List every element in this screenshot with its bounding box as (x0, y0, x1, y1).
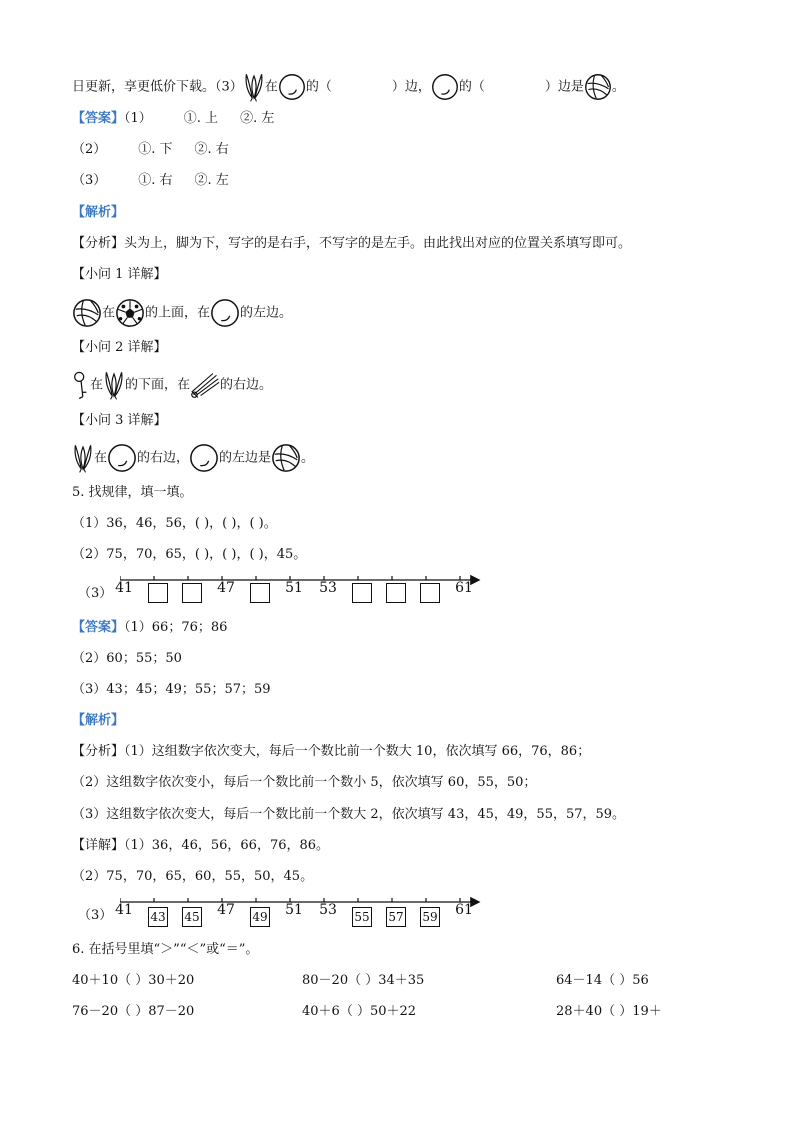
text-zai: 在 (264, 79, 278, 95)
fenxi-text: 【分析】头为上，脚为下，写字的是右手，不写字的是左手。由此找出对应的位置关系填写即可。 (72, 236, 632, 251)
face-circle-icon (189, 443, 219, 473)
answer-b: ②. 左 (194, 173, 229, 188)
text-zai: 在 (94, 450, 108, 466)
tick-label-51: 51 (285, 580, 303, 596)
text-period: 。 (301, 450, 315, 466)
football-icon (115, 298, 145, 328)
intro-line (72, 72, 625, 102)
q5-detail-1: 【详解】（1）36，46，56，66，76，86。 (72, 838, 330, 853)
tick-label-53: 53 (319, 902, 337, 918)
leaf-icon (103, 370, 125, 400)
tick-label-53: 53 (319, 580, 337, 596)
face-circle-icon (107, 443, 137, 473)
leaf-icon (243, 72, 265, 102)
q1-title: 【小问 1 详解】 (72, 267, 167, 282)
q5-detail-2: （2）75，70，65，60，55，50，45。 (72, 869, 314, 884)
q5-line-2: （2）75，70，65，( )，( )，( )，45。 (72, 547, 307, 562)
q5-a1: （1）66；76；86 (124, 620, 228, 635)
face-circle-icon (210, 298, 240, 328)
leaf-icon (72, 443, 94, 473)
text-close: ）边是 (544, 79, 584, 95)
answer-b: ②. 左 (240, 111, 275, 126)
intro-text: 日更新，享更低价下载。 (72, 79, 216, 95)
q6-title: 6. 在括号里填“＞”“＜”或“＝”。 (72, 942, 259, 957)
answer-label: （2） (72, 142, 107, 157)
q5-fenxi-1: 【分析】（1）这组数字依次变大，每后一个数比前一个数大 10，依次填写 66，76，86； (72, 744, 591, 759)
filled-box: 59 (420, 907, 440, 927)
answer-row-3 (72, 171, 229, 191)
face-circle-icon (431, 73, 459, 101)
filled-box: 45 (182, 907, 202, 927)
tick-label-41: 41 (115, 580, 133, 596)
jiexi-tag: 【解析】 (72, 205, 125, 220)
q2-line (72, 370, 272, 400)
q5-3-label: （3） (78, 908, 113, 923)
filled-box: 57 (386, 907, 406, 927)
answer-b: ②. 右 (194, 142, 229, 157)
filled-box: 55 (352, 907, 372, 927)
answer-box[interactable] (182, 583, 202, 603)
text-end: 的右边。 (220, 377, 273, 393)
compare-item: 40＋6（ ）50＋22 (302, 1004, 417, 1019)
q5-line-1: （1）36，46，56，( )，( )，( )。 (72, 516, 277, 531)
q2-title: 【小问 2 详解】 (72, 340, 167, 355)
answer-label: （1） (124, 111, 152, 126)
q5-answer-2: （2）60；55；50 (72, 651, 182, 666)
q5-answer-1 (72, 618, 227, 638)
volleyball-icon (584, 73, 612, 101)
shuttlecock-icon (190, 371, 220, 399)
q5-fenxi-2: （2）这组数字依次变小，每后一个数比前一个数小 5，依次填写 60，55，50； (72, 775, 537, 790)
tick-label-61: 61 (455, 580, 473, 596)
filled-box: 49 (250, 907, 270, 927)
compare-item: 80－20（ ）34＋35 (302, 973, 425, 988)
q5-title: 5. 找规律，填一填。 (72, 485, 193, 500)
compare-item: 28＋40（ ）19＋ (556, 1004, 662, 1019)
text-mid: 的上面，在 (145, 305, 211, 321)
answer-box[interactable] (386, 583, 406, 603)
answer-box[interactable] (420, 583, 440, 603)
number-line-filled (72, 896, 502, 932)
answer-tag: 【答案】 (72, 111, 125, 126)
tick-label-51: 51 (285, 902, 303, 918)
number-line-blank (72, 574, 502, 610)
answer-row-1 (72, 109, 274, 129)
text-de: 的（ (305, 79, 332, 95)
q5-answer-3: （3）43；45；49；55；57；59 (72, 682, 271, 697)
compare-item: 64－14（ ）56 (556, 973, 649, 988)
compare-item: 40＋10（ ）30＋20 (72, 973, 195, 988)
hand-icon (72, 370, 90, 400)
answer-label: （3） (72, 173, 107, 188)
text-close: ）边， (391, 79, 431, 95)
tick-label-41: 41 (115, 902, 133, 918)
answer-tag: 【答案】 (72, 620, 125, 635)
answer-a: ①. 下 (138, 142, 173, 157)
q5-fenxi-3: （3）这组数字依次变大，每后一个数比前一个数大 2，依次填写 43，45，49，55，57，59。 (72, 807, 626, 822)
text-mid: 的右边， (137, 450, 190, 466)
tick-label-61: 61 (455, 902, 473, 918)
answer-a: ①. 右 (138, 173, 173, 188)
face-circle-icon (278, 73, 306, 101)
q3-title: 【小问 3 详解】 (72, 413, 167, 428)
text-end: 的左边。 (240, 305, 293, 321)
text-period: 。 (611, 79, 625, 95)
filled-box: 43 (148, 907, 168, 927)
part-3-label: （3） (215, 79, 243, 95)
text-end: 的左边是 (219, 450, 272, 466)
volleyball-icon (271, 443, 301, 473)
q5-3-label: （3） (78, 586, 113, 601)
volleyball-icon (72, 298, 102, 328)
q3-line (72, 443, 314, 473)
answer-row-2 (72, 140, 229, 160)
answer-box[interactable] (250, 583, 270, 603)
text-zai: 在 (102, 305, 116, 321)
compare-item: 76－20（ ）87－20 (72, 1004, 195, 1019)
tick-label-47: 47 (217, 580, 235, 596)
answer-box[interactable] (352, 583, 372, 603)
text-zai: 在 (90, 377, 104, 393)
answer-a: ①. 上 (183, 111, 219, 126)
text-de: 的（ (458, 79, 485, 95)
tick-label-47: 47 (217, 902, 235, 918)
jiexi-tag: 【解析】 (72, 713, 125, 728)
text-mid: 的下面，在 (125, 377, 191, 393)
answer-box[interactable] (148, 583, 168, 603)
q1-line (72, 298, 292, 328)
